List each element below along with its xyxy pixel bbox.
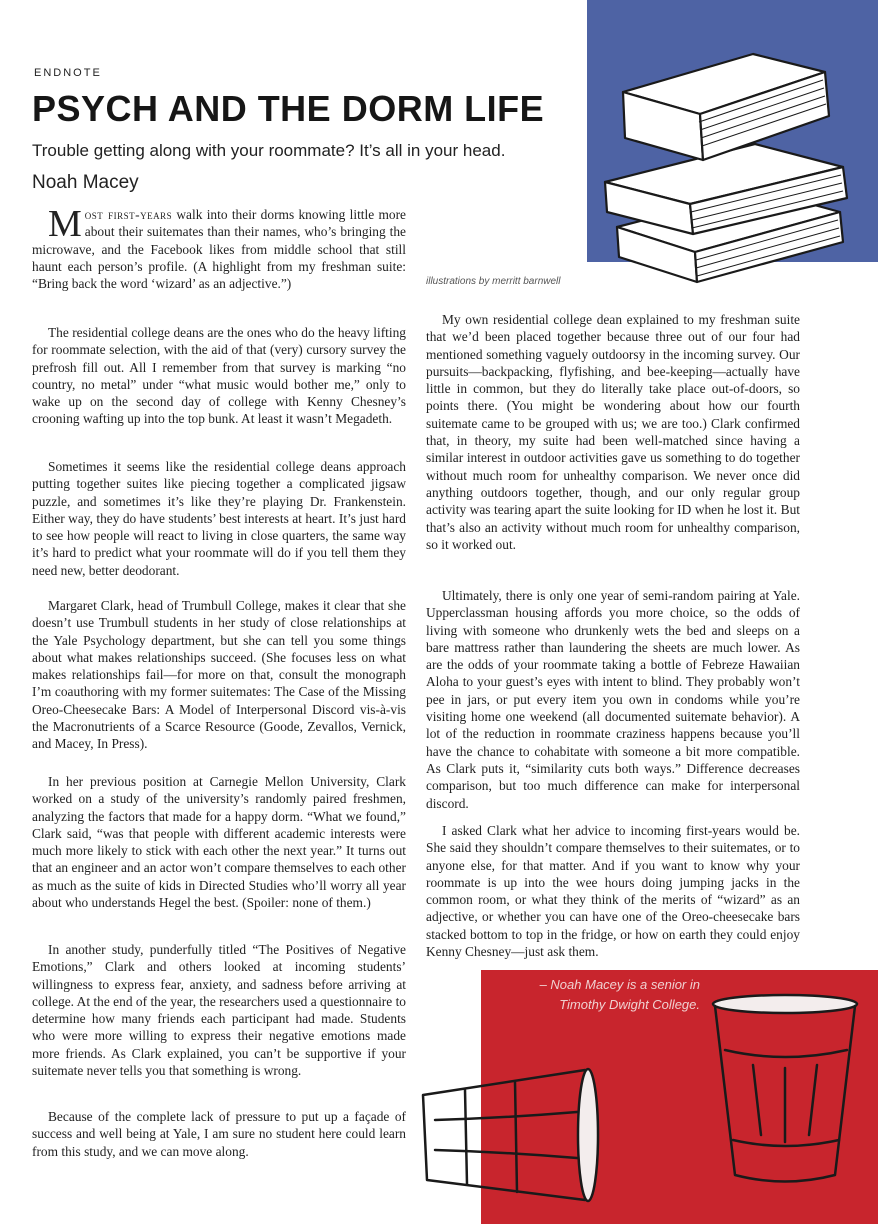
- author-signoff: – Noah Macey is a senior in Timothy Dwight College.: [539, 977, 700, 1012]
- drop-cap: M: [48, 203, 82, 245]
- paragraph-3: Sometimes it seems like the residential college deans approach putting together suites like piecing together a complicated jigsaw puzzle, and sometimes it’s like they’re playing Dr. Frankenstein. Either way, they do have students’ best interests at heart. It’s just hard to see how people will react to living in close quarters, the same way it’s hard to predict what your roommate will do if you tell them they need new, better deodorant.: [32, 459, 406, 578]
- section-label: ENDNOTE: [34, 67, 102, 79]
- paragraph-9: Ultimately, there is only one year of semi-random pairing at Yale. Upperclassman housing affords you more choice, so the odds of living with someone who drunkenly wets the bed and sleeps on a bare mattress rather than laundering the sheets are much lower. As are the odds of your roommate taking a bottle of Febreze Hawaiian Aloha to your guest’s eyes with intent to blind. They probably won’t pee in jars, or put every item you own in condoms while you’re visiting home one weekend (all documented suitemate behavior). A lot of the reduction in roommate craziness happens because you’ll have the chance to cohabitate with someone a bit more compatible. As Clark puts it, “similarity cuts both ways.” Difference decreases comparison, but too much difference can make for interpersonal discord.: [426, 588, 800, 811]
- paragraph-6: In another study, punderfully titled “The Positives of Negative Emotions,” Clark and others looked at incoming students’ willingness to express fear, anxiety, and sadness before arriving at college. At the end of the year, the researchers used a questionnaire to determine how many friends each participant had made. Students who were more willing to express their negative emotions made more friends. As Clark explained, you can’t be supportive if your suitemate never tells you that something is wrong.: [32, 942, 406, 1079]
- paragraph-2: The residential college deans are the ones who do the heavy lifting for roommate selection, with the aid of that (very) cursory survey the prefrosh fill out. All I remember from that survey is marking “no country, no metal” under “what music would bother me,” only to wake up on the second day of college with Kenny Chesney’s crooning wafting up into the top bunk. At least it wasn’t Megadeth.: [32, 325, 406, 427]
- illustration-credit: illustrations by merritt barnwell: [426, 276, 561, 287]
- paragraph-1: [32, 203, 406, 292]
- paragraph-4: Margaret Clark, head of Trumbull College, makes it clear that she doesn’t use Trumbull students in her study of close relationships at the Yale Psychology department, but she can tell you some things about what makes relationships succeed. (She focuses less on what makes relationships fail—for more on that, consult the monograph I’m coauthoring with my former suitemates: The Case of the Missing Oreo-Cheesecake Bars: A Model of Interpersonal Discord vis-à-vis the Macronutrients of a Scarce Resource (Goode, Zevallos, Vernick, and Macey, In Press).: [32, 598, 406, 752]
- paragraph-5: In her previous position at Carnegie Mellon University, Clark worked on a study of the university’s randomly paired freshmen, analyzing the factors that made for a happy dorm. “What we found,” Clark said, “was that people with different academic interests were much more likely to stick with each other the next year.” It turns out that an engineer and an actor won’t compare themselves to each other as much as the suite of kids in Directed Studies who’ll worry all year about who understands Hegel the best. (Spoiler: none of them.): [32, 774, 406, 911]
- lead-smallcaps: ost first-years: [84, 207, 173, 222]
- page-title: PSYCH AND THE DORM LIFE: [32, 88, 545, 129]
- subtitle: Trouble getting along with your roommate? It’s all in your head.: [32, 141, 506, 160]
- paragraph-8: My own residential college dean explained to my freshman suite that we’d been placed together because three out of our four had mentioned something vaguely outdoorsy in the incoming survey. Our pursuits—backpacking, flyfishing, and bee-keeping—actually have little in common, but they do literally take place out-of-doors, so points there. (You might be wondering about how our fourth suitemate came to be grouped with us; we are too.) Clark confirmed that, in theory, my suite had been well-matched since having a similar interest in outdoor activities gave us something to do together without much room for unhealthy comparison. We never once did anything outdoors together, though, and our only regular group activity was tearing apart the suite looking for ID when he lost it. But that’s also an activity without much room for unhealthy comparison, so it worked out.: [426, 312, 800, 552]
- author-byline: Noah Macey: [32, 172, 139, 193]
- tipped-cup-icon: [405, 1060, 605, 1210]
- books-stack-icon: [585, 42, 857, 292]
- red-cup-icon: [705, 990, 865, 1190]
- paragraph-1-text: walk into their dorms knowing little more about their suitemates than their names, who’s bringing the microwave, and the Facebook likes from middle school that still haunt each person’s profile. (A highlight from my freshman suite: “Bring back the word ‘wizard’ as an adjective.”): [32, 207, 406, 292]
- paragraph-7: Because of the complete lack of pressure to put up a façade of success and well being at Yale, I am sure no student here could learn from this study, and we can move along.: [32, 1109, 406, 1159]
- paragraph-10: I asked Clark what her advice to incoming first-years would be. She said they shouldn’t compare themselves to their suitemates, or to anyone else, for that matter. And if you want to know why your roommate is up into the wee hours doing jumping jacks in the common room, or what they think of the merits of “wizard” as an adjective, or whether you can have one of the Oreo-cheesecake bars stacked bottom to top in the fridge, or how on earth they could enjoy Kenny Chesney—just ask them.: [426, 823, 800, 960]
